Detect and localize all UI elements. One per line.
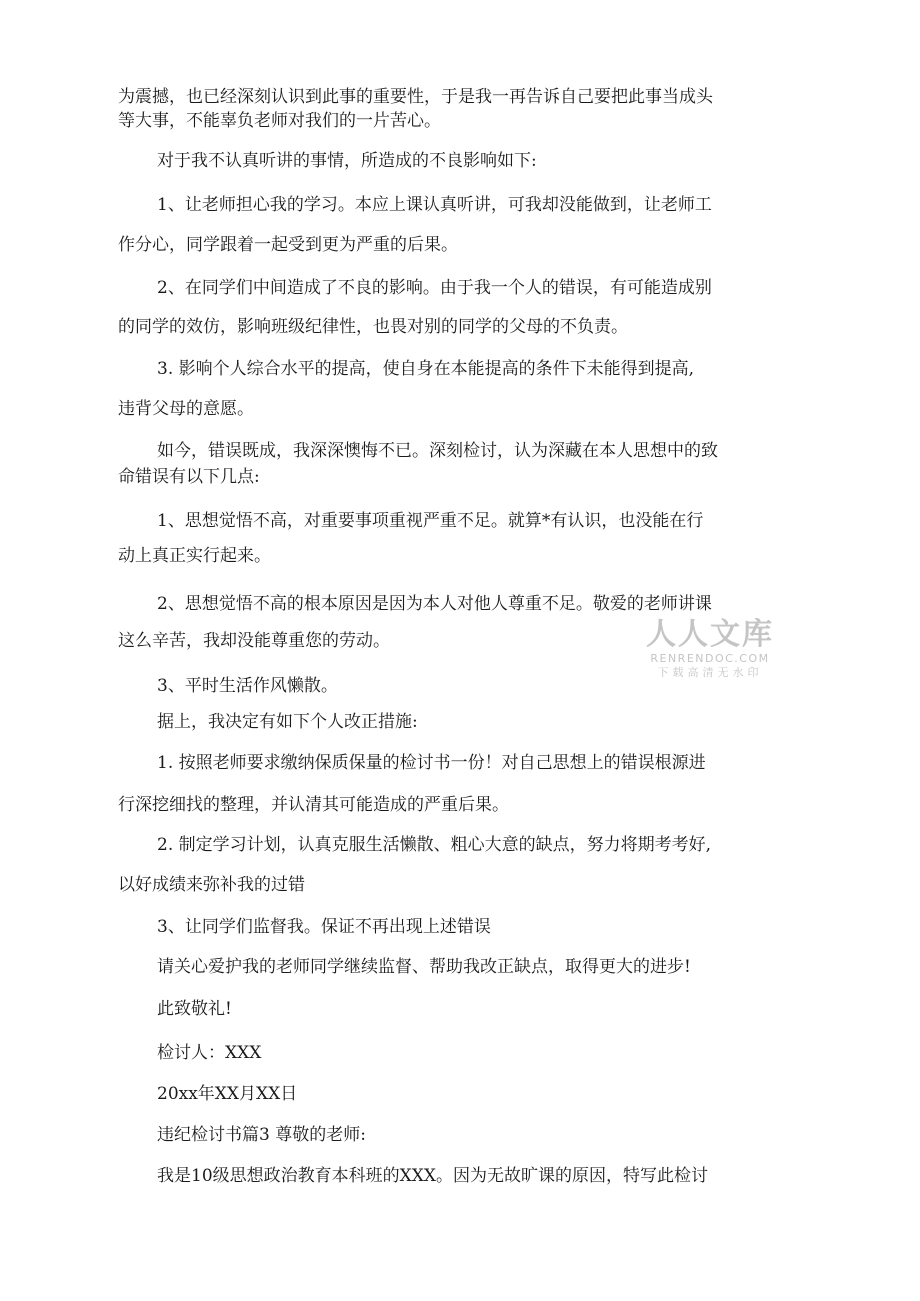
text-line: 3、平时生活作风懒散。 xyxy=(157,676,338,696)
text-line: 1. 按照老师要求缴纳保质保量的检讨书一份！对自己思想上的错误根源进 xyxy=(157,753,706,773)
watermark-logo xyxy=(640,618,780,680)
text-line: 行深挖细找的整理，并认清其可能造成的严重后果。 xyxy=(118,795,509,815)
text-line: 据上，我决定有如下个人改正措施: xyxy=(157,712,418,732)
text-line: 如今，错误既成，我深深懊悔不已。深刻检讨，认为深藏在本人思想中的致 xyxy=(157,441,718,461)
text-line: 等大事，不能辜负老师对我们的一片苦心。 xyxy=(118,111,441,131)
text-line: 动上真正实行起来。 xyxy=(118,546,271,566)
text-line: 我是10级思想政治教育本科班的XXX。因为无故旷课的原因，特写此检讨 xyxy=(157,1166,708,1186)
text-line: 请关心爱护我的老师同学继续监督、帮助我改正缺点，取得更大的进步! xyxy=(157,957,691,977)
text-line: 违背父母的意愿。 xyxy=(118,399,254,419)
section-heading: 违纪检讨书篇3 尊敬的老师: xyxy=(157,1125,366,1145)
watermark-subtitle: 下载高清无水印 xyxy=(657,666,763,679)
watermark-title: 人人文库 xyxy=(646,617,774,652)
text-line: 1、让老师担心我的学习。本应上课认真听讲，可我却没能做到，让老师工 xyxy=(157,195,712,215)
signatory-line: 检讨人：XXX xyxy=(157,1043,262,1063)
text-line: 2. 制定学习计划，认真克服生活懒散、粗心大意的缺点，努力将期考考好, xyxy=(157,835,712,855)
text-line: 1、思想觉悟不高，对重要事项重视严重不足。就算*有认识，也没能在行 xyxy=(157,511,704,531)
date-line: 20xx年XX月XX日 xyxy=(157,1084,298,1104)
text-line: 命错误有以下几点: xyxy=(118,467,260,487)
text-line: 的同学的效仿，影响班级纪律性，也畏对别的同学的父母的不负责。 xyxy=(118,317,628,337)
text-line: 此致敬礼! xyxy=(157,999,232,1019)
text-line: 2、在同学们中间造成了不良的影响。由于我一个人的错误，有可能造成别 xyxy=(157,278,712,298)
text-line: 为震撼，也已经深刻认识到此事的重要性，于是我一再告诉自己要把此事当成头 xyxy=(118,87,713,107)
text-line: 2、思想觉悟不高的根本原因是因为本人对他人尊重不足。敬爱的老师讲课 xyxy=(157,594,712,614)
text-line: 对于我不认真听讲的事情，所造成的不良影响如下: xyxy=(157,151,537,171)
text-line: 这么辛苦，我却没能尊重您的劳动。 xyxy=(118,631,390,651)
text-line: 以好成绩来弥补我的过错 xyxy=(118,875,305,895)
watermark-url: RENRENDOC.COM xyxy=(650,652,770,665)
text-line: 3. 影响个人综合水平的提高，使自身在本能提高的条件下未能得到提高, xyxy=(157,359,695,379)
text-line: 作分心，同学跟着一起受到更为严重的后果。 xyxy=(118,235,458,255)
text-line: 3、让同学们监督我。保证不再出现上述错误 xyxy=(157,917,491,937)
